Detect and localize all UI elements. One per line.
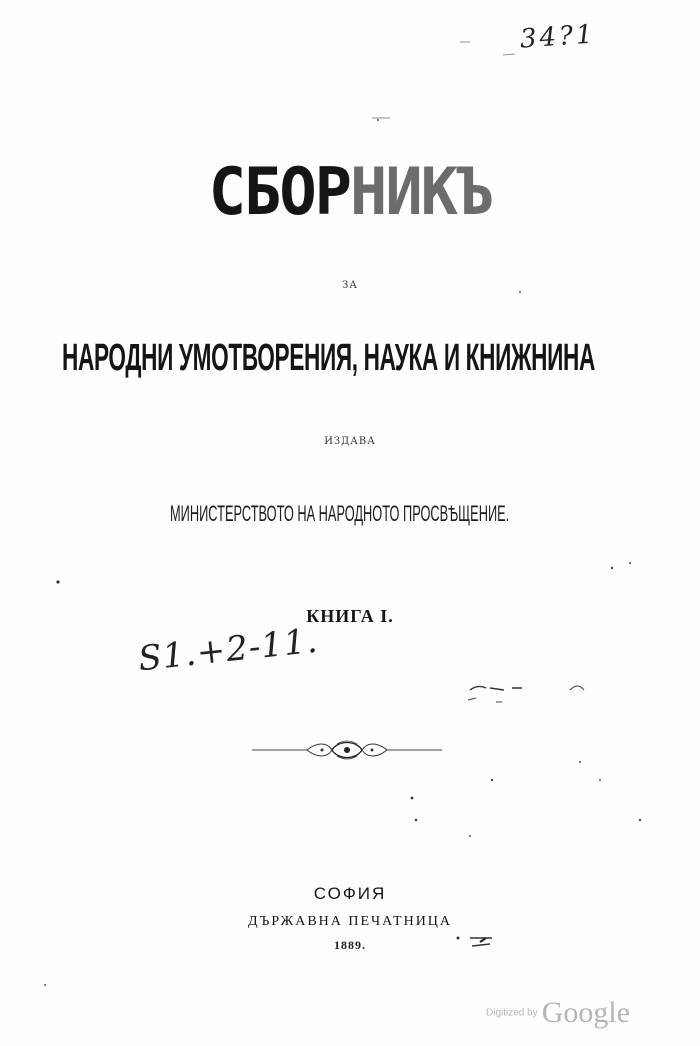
imprint-city: СОФИЯ [313, 884, 387, 903]
handwritten-note: Ѕ1.+2-11. [136, 620, 321, 680]
main-title-dark-part: СБОР [208, 153, 350, 230]
book-number: КНИГА I. [306, 606, 394, 626]
watermark-prefix: Digitized by [486, 1007, 538, 1019]
subtitle: НАРОДНИ УМОТВОРЕНИЯ, НАУКА И КНИЖНИНА [62, 335, 595, 378]
imprint-year: 1889. [334, 938, 366, 952]
imprint-press: ДЪРЖАВНА ПЕЧАТНИЦА [247, 914, 453, 929]
publisher-name: МИНИСТЕРСТВОТО НА НАРОДНОТО ПРОСВѢЩЕНИЕ. [170, 502, 510, 527]
main-title-grey-part: НИКЪ [350, 153, 492, 230]
publisher-verb: ИЗДАВА [324, 436, 376, 447]
preposition: ЗА [342, 280, 358, 291]
handwritten-shelfmark: 34?1 [519, 19, 597, 55]
watermark-brand: Google [541, 996, 631, 1029]
